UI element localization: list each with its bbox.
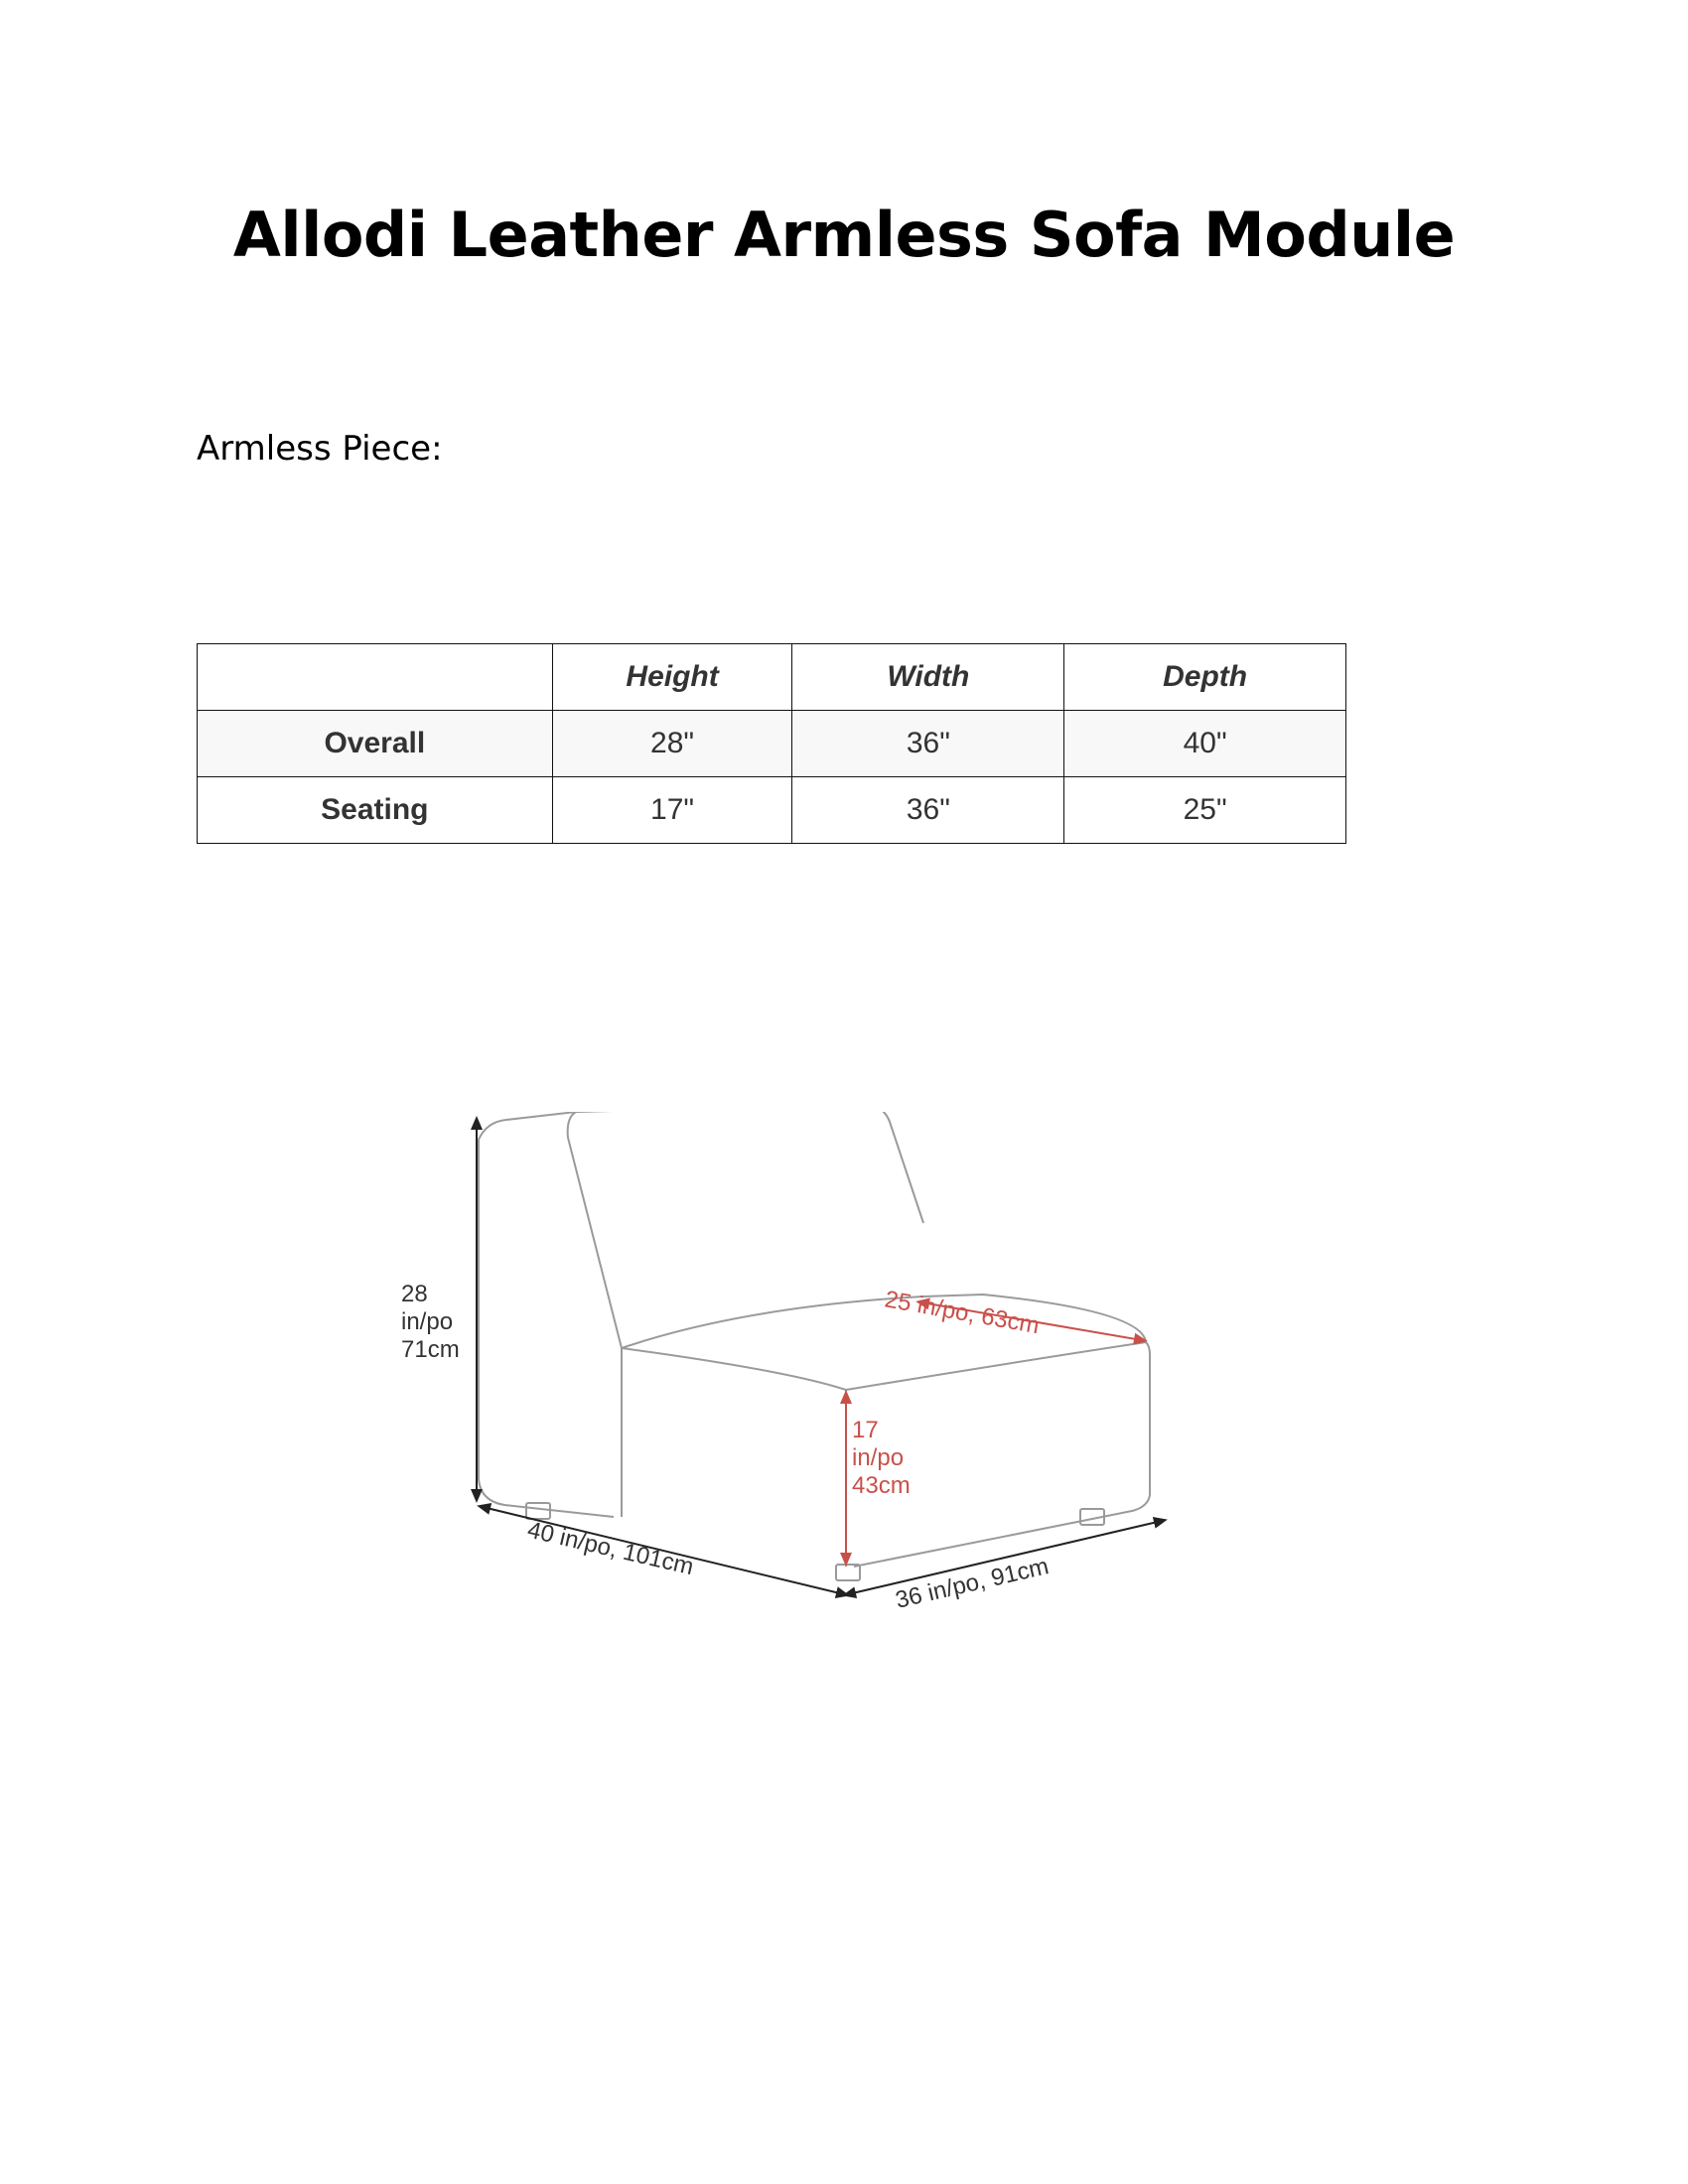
row-label-overall: Overall <box>198 711 553 777</box>
height-label-line-1: 28 <box>401 1281 428 1307</box>
sofa-outline <box>479 1112 1150 1580</box>
table-header-height: Height <box>552 644 792 711</box>
section-label: Armless Piece: <box>197 429 443 469</box>
seat-height-label-line-3: 43cm <box>852 1472 911 1499</box>
table-header-empty <box>198 644 553 711</box>
seat-height-label-line-2: in/po <box>852 1444 905 1471</box>
width-label: 36 in/po, 91cm <box>893 1553 1052 1614</box>
cell-seating-width: 36" <box>792 777 1064 844</box>
seat-depth-label: 25 in/po, 63cm <box>882 1286 1042 1340</box>
cell-overall-width: 36" <box>792 711 1064 777</box>
table-header-depth: Depth <box>1064 644 1346 711</box>
dimensions-table <box>197 643 1346 844</box>
seat-height-label <box>852 1417 911 1499</box>
cell-seating-depth: 25" <box>1064 777 1346 844</box>
page-title: Allodi Leather Armless Sofa Module <box>232 199 1456 271</box>
depth-label: 40 in/po, 101cm <box>524 1516 697 1581</box>
cell-seating-height: 17" <box>552 777 792 844</box>
table-row <box>198 777 1346 844</box>
sofa-dimension-diagram <box>387 1112 1182 1628</box>
height-label <box>401 1281 460 1363</box>
height-label-line-2: in/po <box>401 1308 454 1335</box>
table-header-row <box>198 644 1346 711</box>
cell-overall-height: 28" <box>552 711 792 777</box>
height-label-line-3: 71cm <box>401 1336 460 1363</box>
row-label-seating: Seating <box>198 777 553 844</box>
table-row <box>198 711 1346 777</box>
table-header-width: Width <box>792 644 1064 711</box>
seat-height-label-line-1: 17 <box>852 1417 879 1443</box>
cell-overall-depth: 40" <box>1064 711 1346 777</box>
